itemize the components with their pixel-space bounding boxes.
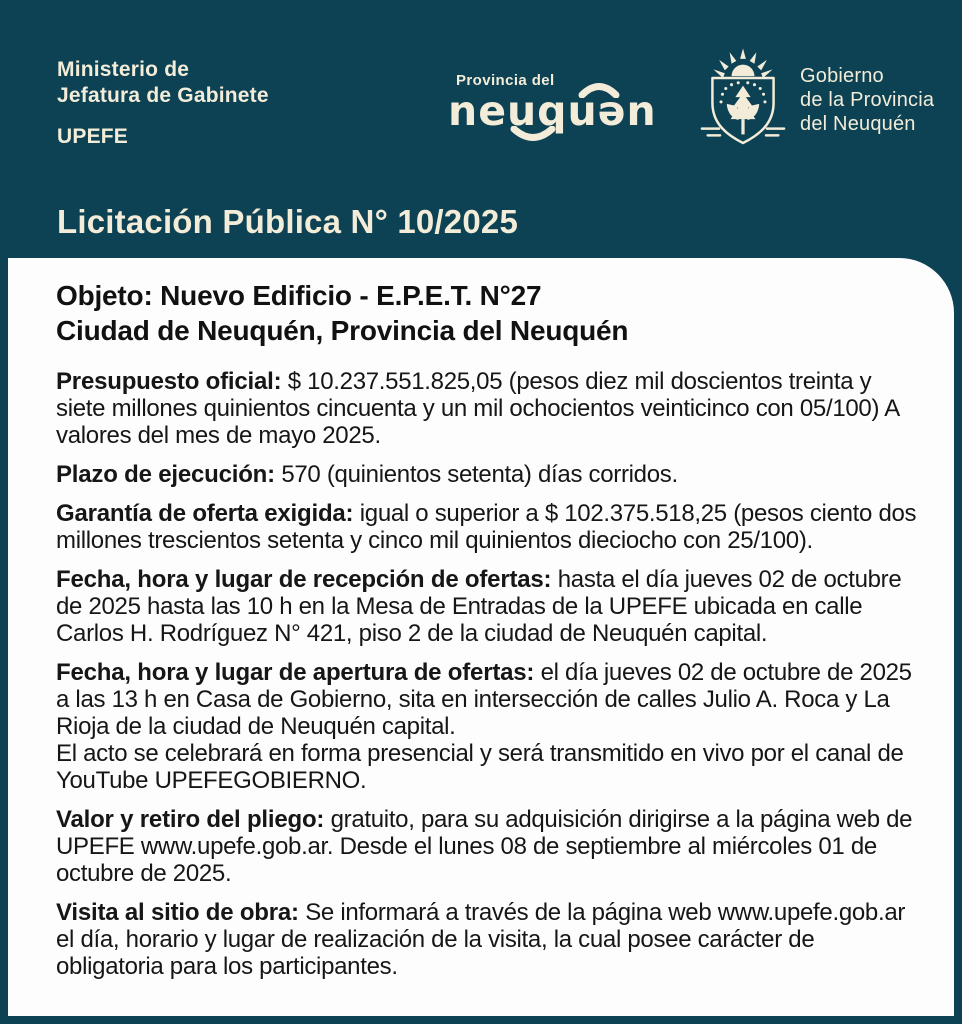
section-label: Visita al sitio de obra: <box>56 899 299 926</box>
section-presupuesto <box>56 368 926 449</box>
section-label: Fecha, hora y lugar de recepción de ofertas: <box>56 566 552 593</box>
object-line1: Objeto: Nuevo Edificio - E.P.E.T. N°27 <box>56 280 542 311</box>
provincial-coat-of-arms-icon <box>700 46 786 154</box>
section-valor-pliego <box>56 806 926 887</box>
section-extra-text: El acto se celebrará en forma presencial y será transmitido en vivo por el canal de YouTube UPEFEGOBIERNO. <box>56 740 904 794</box>
wordmark-text: neuquən <box>448 87 657 135</box>
object-heading <box>56 278 926 348</box>
gov-line3: del Neuquén <box>800 113 916 135</box>
section-text: el día jueves 02 de octubre de 2025 a las 13 h en Casa de Gobierno, sita en intersección de calles Julio A. Roca y La Rioja de la ciudad de Neuquén capital. <box>56 659 912 740</box>
section-label: Garantía de oferta exigida: <box>56 500 354 527</box>
province-logo-topline: Provincia del <box>456 72 555 89</box>
section-text: Se informará a través de la página web www.upefe.gob.ar el día, horario y lugar de realización de la visita, la cual posee carácter de obligatoria para los participantes. <box>56 899 906 980</box>
ministry-line2: Jefatura de Gabinete <box>57 84 269 107</box>
section-text: 570 (quinientos setenta) días corridos. <box>281 461 678 488</box>
section-text: igual o superior a $ 102.375.518,25 (pesos ciento dos millones trescientos setenta y cinco mil quinientos dieciocho con 25/100). <box>56 500 917 554</box>
government-logo-text <box>800 64 934 136</box>
object-line2: Ciudad de Neuquén, Provincia del Neuquén <box>56 315 629 346</box>
gov-line2: de la Provincia <box>800 89 935 111</box>
section-text: hasta el día jueves 02 de octubre de 2025 hasta las 10 h en la Mesa de Entradas de la UPEFE ubicada en calle Carlos H. Rodríguez N° 421, piso 2 de la ciudad de Neuquén capital. <box>56 566 902 647</box>
province-logo <box>448 72 657 133</box>
section-recepcion-ofertas <box>56 566 926 647</box>
section-label: Plazo de ejecución: <box>56 461 275 488</box>
government-logo <box>700 46 934 154</box>
section-text: $ 10.237.551.825,05 (pesos diez mil doscientos treinta y siete millones quinientos cincuenta y un mil ochocientos veinticinco con 05/100) A valores del mes de mayo 2025. <box>56 368 899 449</box>
sections <box>56 368 926 980</box>
section-garantia <box>56 500 926 554</box>
section-apertura-ofertas <box>56 659 926 794</box>
agency-name: UPEFE <box>57 125 129 148</box>
ministry-block <box>57 57 269 150</box>
wordmark-under-arc-icon <box>510 126 556 142</box>
gov-line1: Gobierno <box>800 65 884 87</box>
content-panel <box>8 258 954 1016</box>
section-text: gratuito, para su adquisición dirigirse a la página web de UPEFE www.upefe.gob.ar. Desde el lunes 08 de septiembre al miércoles 01 de octubre de 2025. <box>56 806 913 887</box>
ministry-line1: Ministerio de <box>57 58 190 81</box>
header-banner <box>0 0 962 258</box>
section-label: Fecha, hora y lugar de apertura de ofertas: <box>56 659 535 686</box>
section-visita-obra <box>56 899 926 980</box>
section-label: Valor y retiro del pliego: <box>56 806 325 833</box>
section-label: Presupuesto oficial: <box>56 368 282 395</box>
page-title: Licitación Pública N° 10/2025 <box>57 203 519 240</box>
neuquen-wordmark-icon <box>448 89 657 133</box>
section-plazo <box>56 461 926 488</box>
wordmark-over-arc-icon <box>578 82 620 98</box>
